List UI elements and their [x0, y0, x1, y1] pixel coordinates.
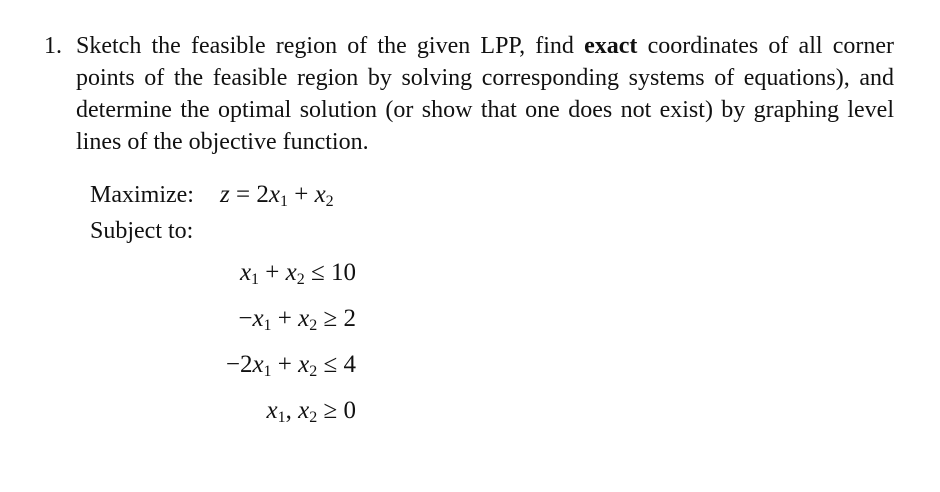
- constraint-2: $-x_1 + x_2 \ge 2$: [238, 305, 356, 334]
- constraint-3: $-2x_1 + x_2 \le 4$: [225, 351, 356, 380]
- objective-row: [90, 180, 334, 217]
- constraint-4: $x_1$, $x_2 \ge 0$: [266, 397, 356, 426]
- problem-text-part-1: Sketch the feasible region of the given LPP, find: [76, 33, 585, 59]
- objective-function: $z = 2x_1 + x_2$: [220, 181, 334, 210]
- objective-label: Maximize:: [90, 182, 194, 208]
- problem-text-part-2: coordinates of all corner points of the feasible region by solving corresponding systems of equations), and determine the optimal solution (or show that one does not exist) by graphing level lines of the objective function.: [76, 33, 894, 155]
- constraint-list: [160, 258, 356, 442]
- constraint-1: $x_1 + x_2 \le 10$: [239, 259, 356, 288]
- subject-to-label: Subject to:: [90, 218, 194, 244]
- problem-emphasis: exact: [584, 33, 638, 59]
- problem-number: 1.: [44, 33, 62, 59]
- problem-text: [76, 30, 894, 158]
- problem-statement: [44, 30, 894, 158]
